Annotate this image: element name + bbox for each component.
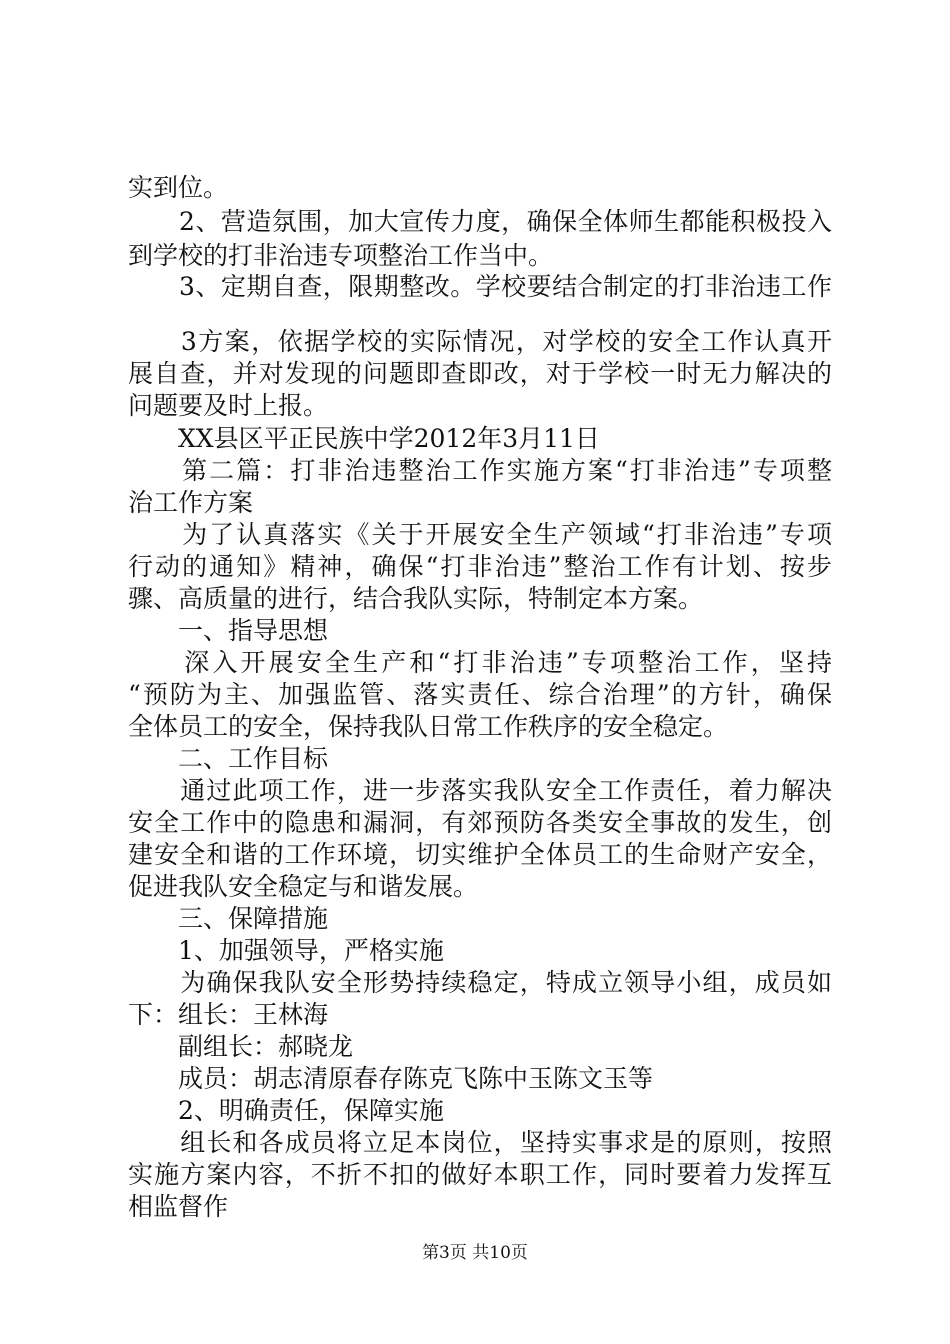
text-line: 三、保障措施 xyxy=(128,904,329,933)
text-line: 深入开展安全生产和“打非治违”专项整治工作，坚持 xyxy=(128,648,832,677)
text-line: 3、定期自查，限期整改。学校要结合制定的打非治违工作 xyxy=(128,272,832,301)
text-line: 到学校的打非治违专项整治工作当中。 xyxy=(128,241,554,270)
text-line: 2、营造氛围，加大宣传力度，确保全体师生都能积极投入 xyxy=(128,207,832,236)
text-line: 安全工作中的隐患和漏洞，有郊预防各类安全事故的发生，创 xyxy=(128,808,832,837)
text-line: 建安全和谐的工作环境，切实维护全体员工的生命财产安全， xyxy=(128,840,832,869)
text-line: 副组长：郝晓龙 xyxy=(128,1032,354,1061)
text-line: 二、工作目标 xyxy=(128,744,329,773)
text-line: 下：组长：王林海 xyxy=(128,1000,329,1029)
text-line: 全体员工的安全，保持我队日常工作秩序的安全稳定。 xyxy=(128,712,729,741)
text-line: 展自查，并对发现的问题即查即改，对于学校一时无力解决的 xyxy=(128,359,832,388)
text-line: 为了认真落实《关于开展安全生产领域“打非治违”专项 xyxy=(128,520,832,549)
text-line: 1、加强领导，严格实施 xyxy=(128,936,444,965)
text-line: 3方案，依据学校的实际情况，对学校的安全工作认真开 xyxy=(128,327,832,356)
text-line: 成员：胡志清原春存陈克飞陈中玉陈文玉等 xyxy=(128,1064,654,1093)
text-line: 组长和各成员将立足本岗位，坚持实事求是的原则，按照 xyxy=(128,1128,832,1157)
text-line: 第二篇：打非治违整治工作实施方案“打非治违”专项整 xyxy=(128,456,832,485)
text-line: 问题要及时上报。 xyxy=(128,391,329,420)
text-line: 实到位。 xyxy=(128,173,229,202)
text-line: 相监督作 xyxy=(128,1192,229,1221)
text-line: 通过此项工作，进一步落实我队安全工作责任，着力解决 xyxy=(128,776,832,805)
text-line: 一、指导思想 xyxy=(128,616,329,645)
text-line: 2、明确责任，保障实施 xyxy=(128,1096,444,1125)
text-line: 行动的通知》精神，确保“打非治违”整治工作有计划、按步 xyxy=(128,552,832,581)
page-footer: 第3页 共10页 xyxy=(422,1243,528,1263)
text-line: “预防为主、加强监管、落实责任、综合治理”的方针，确保 xyxy=(128,680,832,709)
text-line: 实施方案内容，不折不扣的做好本职工作，同时要着力发挥互 xyxy=(128,1160,832,1189)
text-line: 为确保我队安全形势持续稳定，特成立领导小组，成员如 xyxy=(128,968,832,997)
text-line: 治工作方案 xyxy=(128,488,254,517)
text-line: 促进我队安全稳定与和谐发展。 xyxy=(128,872,479,901)
text-line: 骤、高质量的进行，结合我队实际，特制定本方案。 xyxy=(128,584,704,613)
text-line: XX县区平正民族中学2012年3月11日 xyxy=(128,424,600,453)
